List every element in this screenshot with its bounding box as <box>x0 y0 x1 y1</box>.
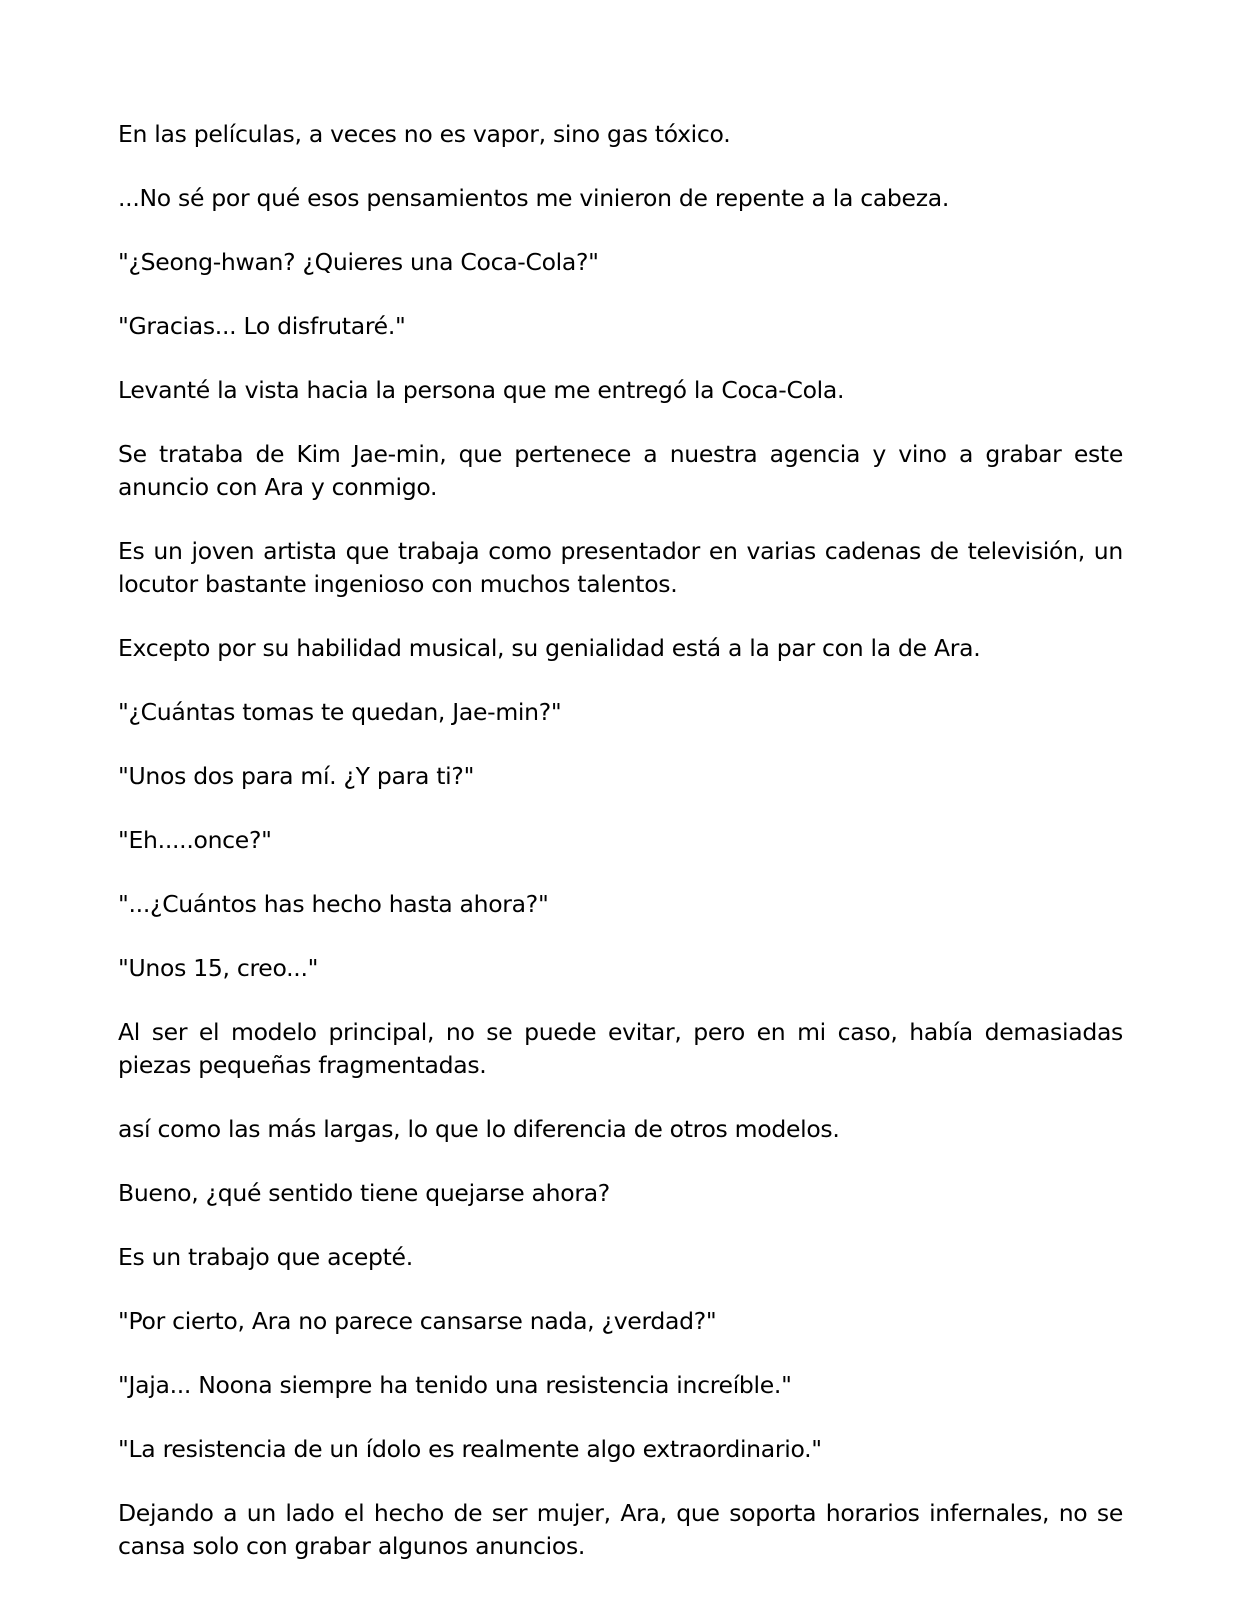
paragraph: Es un trabajo que acepté. <box>118 1243 413 1271</box>
paragraph: "La resistencia de un ídolo es realmente algo extraordinario." <box>118 1435 822 1463</box>
paragraph: "Unos dos para mí. ¿Y para ti?" <box>118 762 475 790</box>
paragraph: En las películas, a veces no es vapor, sino gas tóxico. <box>118 120 731 148</box>
paragraph: ...No sé por qué esos pensamientos me vinieron de repente a la cabeza. <box>118 184 950 212</box>
paragraph: "¿Seong-hwan? ¿Quieres una Coca-Cola?" <box>118 248 599 276</box>
paragraph: "Por cierto, Ara no parece cansarse nada, ¿verdad?" <box>118 1307 717 1335</box>
paragraph: "Unos 15, creo..." <box>118 954 319 982</box>
paragraph: "¿Cuántas tomas te quedan, Jae-min?" <box>118 698 562 726</box>
paragraph: "...¿Cuántos has hecho hasta ahora?" <box>118 890 549 918</box>
paragraph: "Eh.....once?" <box>118 826 272 854</box>
paragraph: Bueno, ¿qué sentido tiene quejarse ahora? <box>118 1179 610 1207</box>
paragraph: "Gracias... Lo disfrutaré." <box>118 312 406 340</box>
paragraph: "Jaja... Noona siempre ha tenido una resistencia increíble." <box>118 1371 792 1399</box>
paragraph: así como las más largas, lo que lo diferencia de otros modelos. <box>118 1115 840 1143</box>
paragraph: Dejando a un lado el hecho de ser mujer, Ara, que soporta horarios infernales, no se cansa solo con grabar algunos anuncios. <box>118 1499 1123 1560</box>
paragraph: Excepto por su habilidad musical, su genialidad está a la par con la de Ara. <box>118 634 981 662</box>
paragraph: Al ser el modelo principal, no se puede evitar, pero en mi caso, había demasiadas piezas pequeñas fragmentadas. <box>118 1018 1123 1079</box>
paragraph: Es un joven artista que trabaja como presentador en varias cadenas de televisión, un locutor bastante ingenioso con muchos talentos. <box>118 537 1123 598</box>
paragraph: Se trataba de Kim Jae-min, que pertenece a nuestra agencia y vino a grabar este anuncio con Ara y conmigo. <box>118 440 1123 501</box>
document-body <box>118 118 1123 1594</box>
paragraph: Levanté la vista hacia la persona que me entregó la Coca-Cola. <box>118 376 845 404</box>
